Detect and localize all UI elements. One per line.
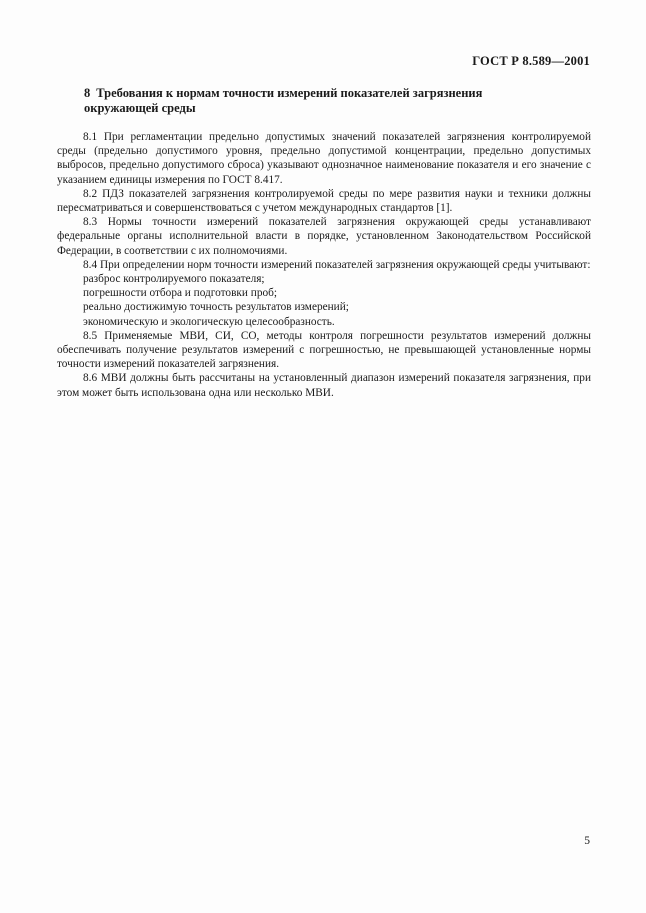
document-code: ГОСТ Р 8.589—2001	[472, 54, 590, 68]
list-item: разброс контролируемого показателя;	[83, 273, 265, 286]
paragraph-8-3: 8.3 Нормы точности измерений показателей загрязнения окружающей среды устанавливают федеральные органы исполнительной власти в порядке, установленном Законодательством Российской Федерации, в соответствии с их полномочиями.	[57, 216, 591, 257]
paragraph-8-6: 8.6 МВИ должны быть рассчитаны на установленный диапазон измерений показателя загрязнения, при этом может быть использована одна или несколько МВИ.	[57, 372, 591, 399]
section-heading	[84, 86, 554, 116]
list-item: реально достижимую точность результатов измерений;	[83, 301, 349, 314]
section-number: 8	[84, 86, 91, 100]
section-body	[57, 130, 591, 400]
paragraph-8-4: 8.4 При определении норм точности измерений показателей загрязнения окружающей среды учитывают:	[83, 258, 591, 271]
section-title-text: Требования к нормам точности измерений показателей загрязнения окружающей среды	[84, 86, 483, 115]
list-item: погрешности отбора и подготовки проб;	[83, 287, 277, 300]
paragraph-8-1: 8.1 При регламентации предельно допустимых значений показателей загрязнения контролируемой среды (предельно допустимого уровня, предельно допустимой концентрации, предельно допустимых выбросов, предельно допустимого сброса) указывают однозначное наименование показателя и его значение с указанием единицы измерения по ГОСТ 8.417.	[57, 131, 591, 186]
page-number: 5	[584, 835, 590, 847]
paragraph-8-5: 8.5 Применяемые МВИ, СИ, СО, методы контроля погрешности результатов измерений должны обеспечивать получение результатов измерений с погрешностью, не превышающей установленные нормы точности измерений показателей загрязнения.	[57, 329, 591, 371]
list-item: экономическую и экологическую целесообразность.	[83, 315, 335, 328]
paragraph-8-2: 8.2 ПДЗ показателей загрязнения контролируемой среды по мере развития науки и техники должны пересматриваться и совершенствоваться с учетом международных стандартов [1].	[57, 187, 591, 215]
